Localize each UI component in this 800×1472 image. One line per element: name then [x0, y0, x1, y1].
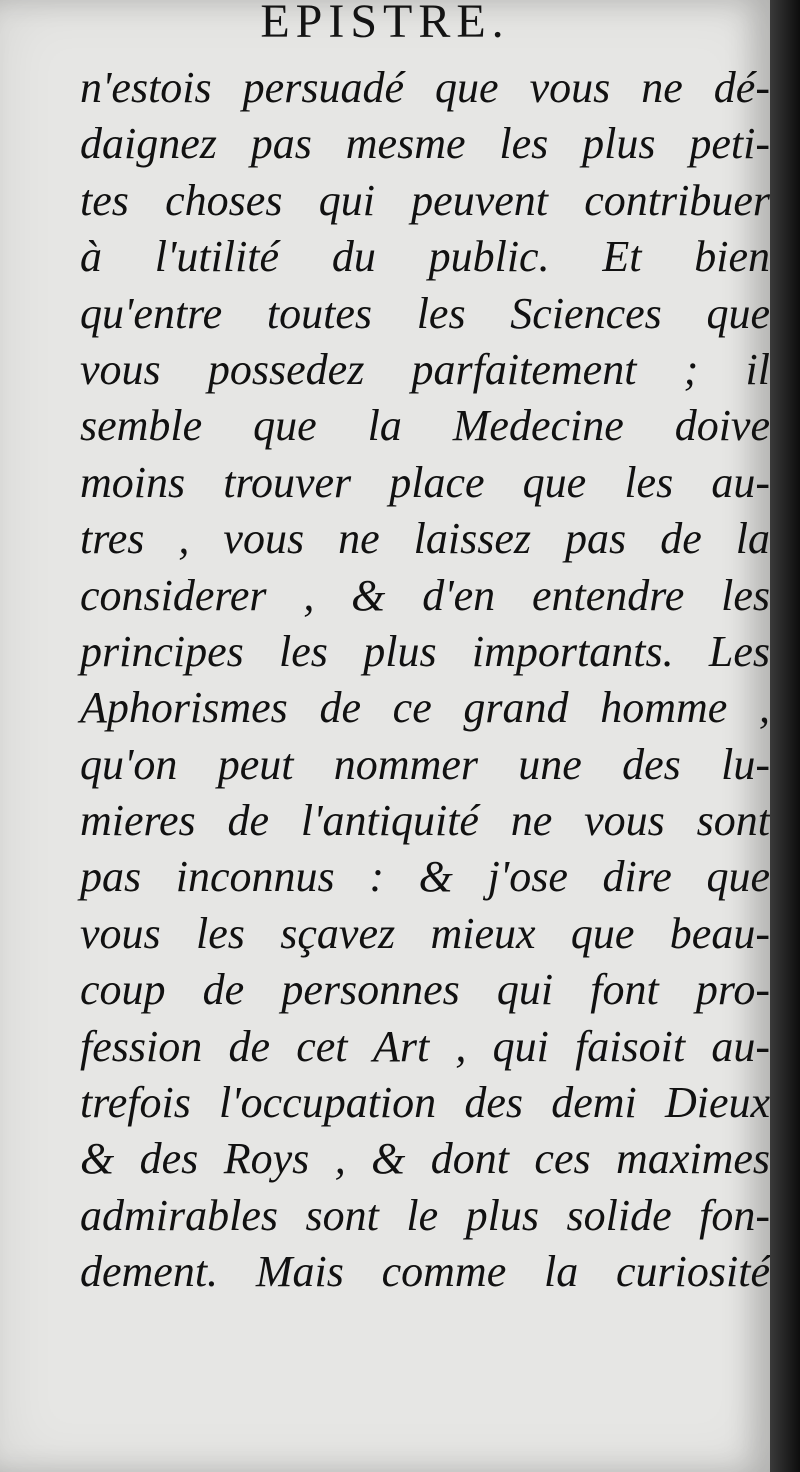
text-line: tres , vous ne laissez pas de la [80, 514, 770, 564]
text-line: vous possedez parfaitement ; il [80, 344, 770, 394]
running-head: EPISTRE. [260, 0, 510, 48]
text-line: & des Roys , & dont ces maximes [80, 1134, 770, 1184]
page-edge-shadow [770, 0, 800, 1472]
text-line: n'estois persuadé que vous ne dé- [80, 63, 770, 112]
text-line: coup de personnes qui font pro- [80, 965, 770, 1015]
text-line: trefois l'occupation des demi Dieux [80, 1078, 770, 1128]
text-line: dement. Mais comme la curiosité [80, 1247, 770, 1297]
text-line: daignez pas mesme les plus peti- [80, 119, 770, 169]
text-line: qu'entre toutes les Sciences que [80, 288, 770, 338]
text-line: vous les sçavez mieux que beau- [80, 908, 770, 958]
text-line: considerer , & d'en entendre les [80, 570, 770, 620]
text-line: semble que la Medecine doive [80, 401, 770, 451]
text-line: mieres de l'antiquité ne vous sont [80, 796, 770, 846]
text-line: fession de cet Art , qui faisoit au- [80, 1021, 770, 1071]
text-line: admirables sont le plus solide fon- [80, 1190, 770, 1240]
text-line: pas inconnus : & j'ose dire que [80, 852, 770, 902]
text-line: moins trouver place que les au- [80, 457, 770, 507]
text-line: qu'on peut nommer une des lu- [80, 739, 770, 789]
body-text [80, 60, 770, 1301]
text-line: tes choses qui peuvent contribuer [80, 175, 770, 225]
text-line: principes les plus importants. Les [80, 626, 770, 676]
text-line: à l'utilité du public. Et bien [80, 232, 770, 282]
text-line: Aphorismes de ce grand homme , [80, 683, 770, 733]
